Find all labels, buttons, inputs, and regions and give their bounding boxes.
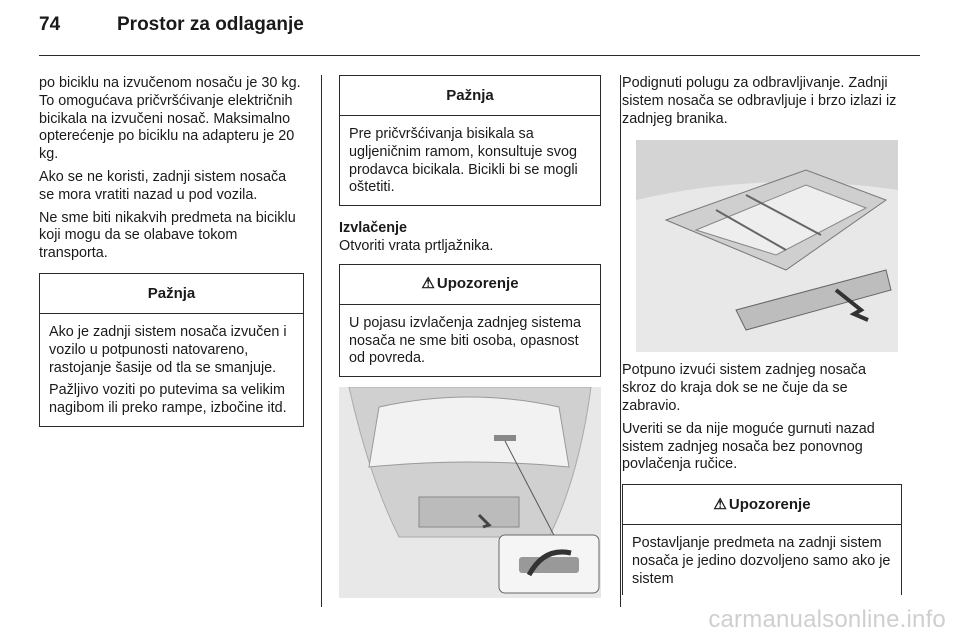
carrier-release-illustration — [636, 140, 898, 352]
page-header — [39, 14, 304, 54]
page-title: Prostor za odlaganje — [117, 14, 304, 35]
column-2 — [339, 75, 601, 598]
paragraph: Ne sme biti nikakvih predmeta na biciklu koji mogu da se olabave tokom transporta. — [39, 209, 296, 262]
paragraph: Potpuno izvući sistem zadnjeg nosača skroz do kraja dok se ne čuje da se zabravio. — [622, 362, 866, 414]
section-subheading: Izvlačenje — [339, 220, 407, 237]
warning-triangle-icon: ⚠ — [713, 495, 727, 513]
warning-title: Upozorenje — [436, 275, 519, 293]
warning-box — [622, 484, 902, 595]
header-rule — [39, 55, 920, 56]
watermark: carmanualsonline.info — [708, 606, 946, 633]
column-1 — [39, 75, 304, 441]
caution-title: Pažnja — [40, 274, 303, 314]
warning-text: Postavljanje predmeta na zadnji sistem nosača je jedino dozvoljeno samo ako je sistem — [632, 535, 891, 587]
paragraph: Podignuti polugu za odbravljivanje. Zadnji sistem nosača se odbravljuje i brzo izlazi iz zadnjeg branika. — [622, 75, 897, 127]
column-divider — [321, 75, 322, 607]
caution-box — [39, 273, 304, 427]
warning-header — [623, 485, 901, 525]
warning-title: Upozorenje — [728, 495, 811, 513]
warning-header — [340, 265, 600, 305]
tailgate-open-illustration — [339, 387, 601, 598]
paragraph: Ako se ne koristi, zadnji sistem nosača se mora vratiti nazad u pod vozila. — [39, 168, 287, 203]
warning-text: U pojasu izvlačenja zadnjeg sistema nosača ne sme biti osoba, opasnost od povreda. — [349, 314, 581, 367]
caution-box — [339, 75, 601, 206]
page-number: 74 — [39, 14, 61, 35]
caution-text: Pažljivo voziti po putevima sa velikim nagibom ili preko rampe, izbočine itd. — [49, 382, 287, 417]
caution-text: Ako je zadnji sistem nosača izvučen i vozilo u potpunosti natovareno, rastojanje šasije od tla se smanjuje. — [49, 323, 287, 376]
column-divider — [620, 75, 621, 607]
warning-box — [339, 264, 601, 377]
paragraph: Otvoriti vrata prtljažnika. — [339, 237, 494, 254]
column-3 — [622, 75, 902, 595]
warning-triangle-icon: ⚠ — [421, 275, 435, 293]
caution-text: Pre pričvršćivanja bisikala sa ugljeničnim ramom, konsultuje svog prodavca bicikala. Bicikli bi se mogli oštetiti. — [349, 126, 578, 196]
paragraph: po biciklu na izvučenom nosaču je 30 kg. To omogućava pričvršćivanje električnih bicikala na izvučeni nosač. Maksimalno opterećenje po biciklu na adapteru je 20 kg. — [39, 75, 301, 163]
paragraph: Uveriti se da nije moguće gurnuti nazad sistem zadnjeg nosača bez ponovnog povlačenja ručice. — [622, 420, 875, 473]
caution-title: Pažnja — [340, 76, 600, 116]
